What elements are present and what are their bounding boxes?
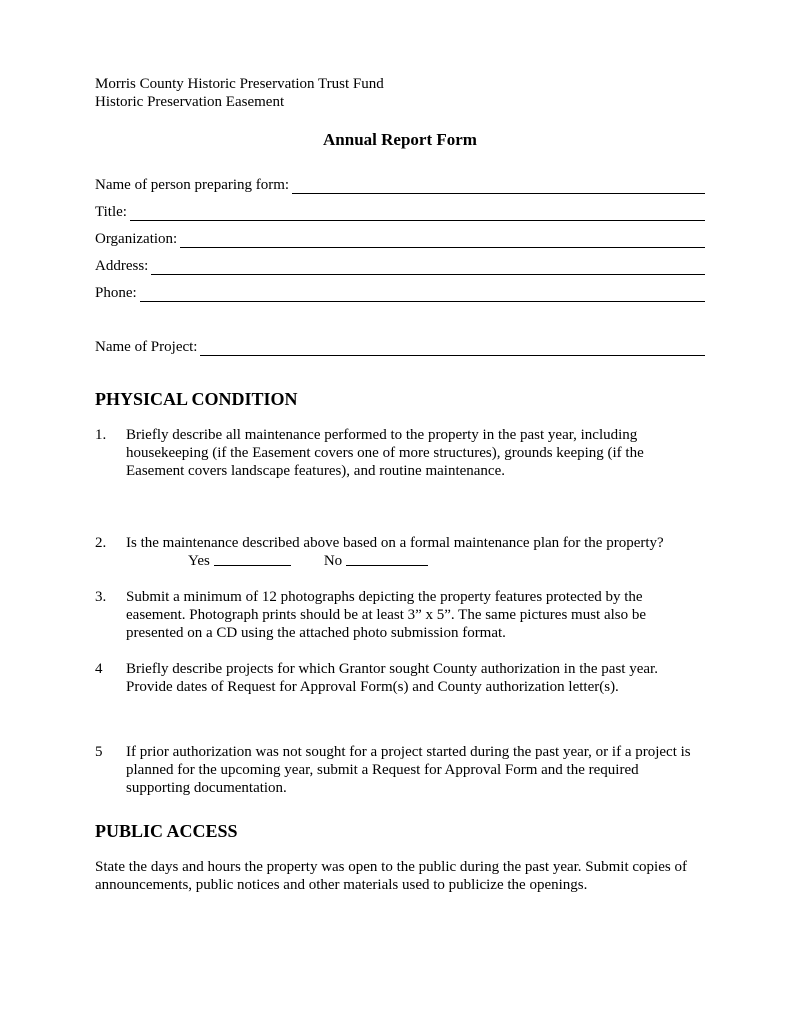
- question-2-number: 2.: [95, 535, 107, 551]
- title-input-line[interactable]: [130, 219, 705, 221]
- address-field[interactable]: [95, 257, 705, 284]
- organization-field[interactable]: [95, 230, 705, 257]
- phone-label: Phone:: [95, 285, 137, 301]
- question-5-number: 5: [95, 744, 103, 760]
- project-label: Name of Project:: [95, 339, 198, 355]
- question-5-text: If prior authorization was not sought for a project started during the past year, or if a project is planned for the upcoming year, submit a Request for Approval Form and the required supporting documentation.: [126, 744, 691, 796]
- yes-label: Yes: [188, 553, 210, 569]
- header-subtitle: Historic Preservation Easement: [95, 94, 285, 110]
- preparer-label: Name of person preparing form:: [95, 177, 290, 193]
- title-field[interactable]: [95, 203, 705, 230]
- form-title: Annual Report Form: [323, 130, 477, 149]
- question-4-number: 4: [95, 661, 103, 677]
- organization-input-line[interactable]: [180, 246, 705, 248]
- preparer-field[interactable]: [95, 176, 705, 203]
- question-1-text: Briefly describe all maintenance performed to the property in the past year, including housekeeping (if the Easement covers one of more structures), grounds keeping (if the Easement covers landscape features), and routine maintenance.: [126, 427, 644, 479]
- phone-input-line[interactable]: [140, 300, 705, 302]
- question-2-text: Is the maintenance described above based on a formal maintenance plan for the property?: [126, 535, 664, 551]
- phone-field[interactable]: [95, 284, 705, 311]
- question-5: [95, 743, 705, 797]
- question-1-number: 1.: [95, 427, 107, 443]
- public-access-text: State the days and hours the property was open to the public during the past year. Submit copies of announcements, public notices and other materials used to publicize the openings.: [95, 859, 687, 893]
- question-2: [95, 534, 705, 552]
- question-3-text: Submit a minimum of 12 photographs depicting the property features protected by the easement. Photograph prints should be at least 3” x 5”. The same pictures must also be presented on a CD using the attached photo submission format.: [126, 589, 647, 641]
- question-4: [95, 660, 705, 696]
- project-input-line[interactable]: [200, 354, 705, 356]
- no-input-line[interactable]: [346, 552, 428, 566]
- address-input-line[interactable]: [151, 273, 705, 275]
- question-4-text: Briefly describe projects for which Grantor sought County authorization in the past year. Provide dates of Request for Approval Form(s) and County authorization letter(s).: [126, 661, 658, 695]
- public-access-heading: PUBLIC ACCESS: [95, 821, 238, 841]
- organization-label: Organization:: [95, 231, 178, 247]
- header-organization: Morris County Historic Preservation Trust Fund: [95, 76, 384, 92]
- title-label: Title:: [95, 204, 127, 220]
- question-1: [95, 426, 705, 480]
- physical-condition-heading: PHYSICAL CONDITION: [95, 389, 298, 409]
- question-3-number: 3.: [95, 589, 107, 605]
- document-header: [95, 75, 705, 111]
- project-field[interactable]: [95, 338, 705, 365]
- preparer-input-line[interactable]: [292, 192, 705, 194]
- document-page: [95, 75, 705, 894]
- contact-fields: [95, 176, 705, 365]
- question-3: [95, 588, 705, 642]
- address-label: Address:: [95, 258, 149, 274]
- no-label: No: [323, 553, 343, 569]
- yes-no-answer: [95, 552, 705, 570]
- yes-input-line[interactable]: [214, 552, 291, 566]
